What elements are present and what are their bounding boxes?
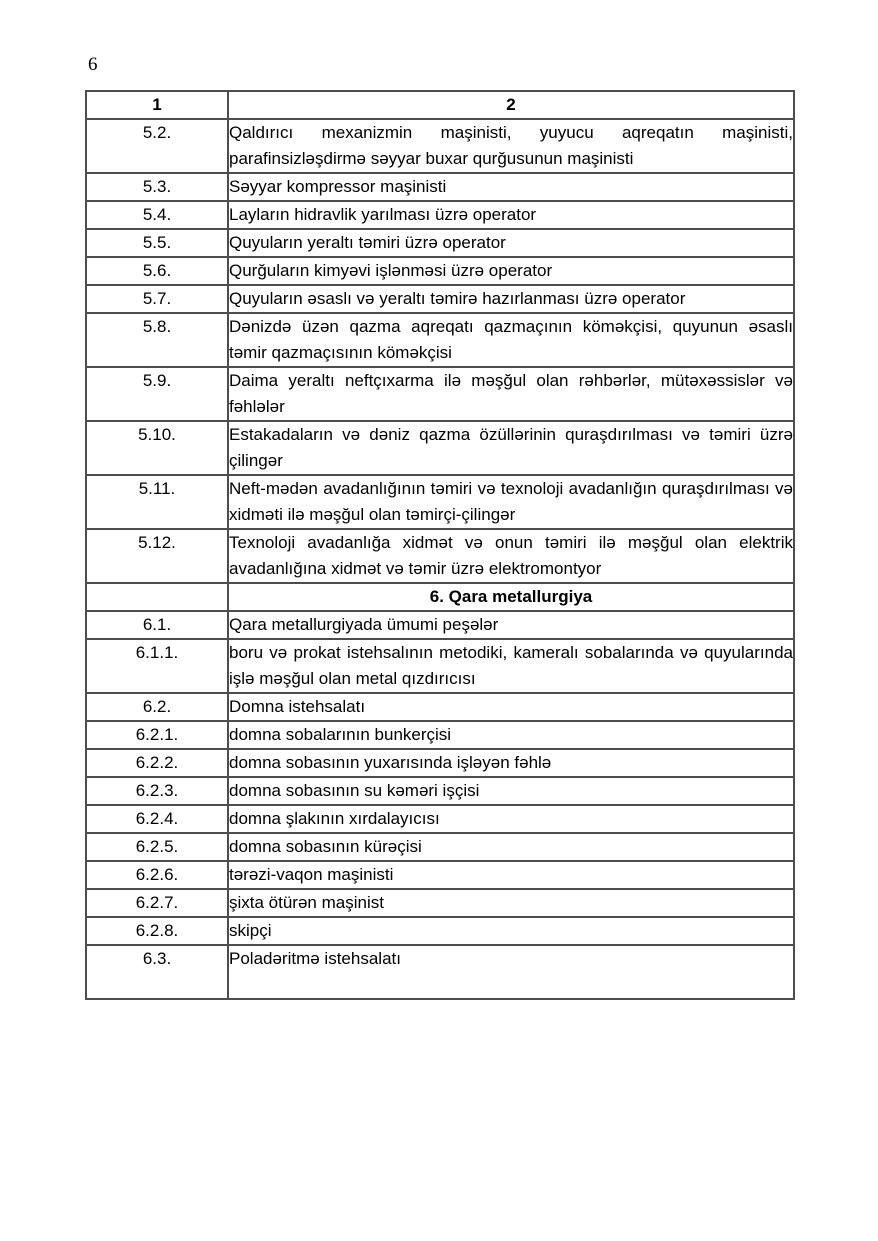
column-header-1: 1 — [86, 91, 228, 119]
table-row — [86, 201, 794, 229]
table-row — [86, 805, 794, 833]
row-number-cell: 5.12. — [86, 529, 228, 583]
row-number-cell — [86, 583, 228, 611]
table-row — [86, 917, 794, 945]
row-text-cell: domna sobasının yuxarısında işləyən fəhlə — [228, 749, 794, 777]
row-number-cell: 5.7. — [86, 285, 228, 313]
table-body — [86, 119, 794, 999]
row-text-cell: Layların hidravlik yarılması üzrə operator — [228, 201, 794, 229]
row-text-cell: Poladəritmə istehsalatı — [228, 945, 794, 999]
row-text-cell: Quyuların yeraltı təmiri üzrə operator — [228, 229, 794, 257]
row-number-cell: 6.3. — [86, 945, 228, 999]
row-number-cell: 6.1. — [86, 611, 228, 639]
table-row — [86, 693, 794, 721]
row-number-cell: 5.5. — [86, 229, 228, 257]
row-number-cell: 5.2. — [86, 119, 228, 173]
table-row — [86, 611, 794, 639]
row-number-cell: 5.8. — [86, 313, 228, 367]
row-number-cell: 5.3. — [86, 173, 228, 201]
row-number-cell: 6.2.6. — [86, 861, 228, 889]
table-row — [86, 421, 794, 475]
section-row — [86, 583, 794, 611]
row-text-cell: Qara metallurgiyada ümumi peşələr — [228, 611, 794, 639]
row-text-cell: domna sobalarının bunkerçisi — [228, 721, 794, 749]
row-text-cell: Daima yeraltı neftçıxarma ilə məşğul olan rəhbərlər, mütəxəssislər və fəhlələr — [228, 367, 794, 421]
row-text-cell: skipçi — [228, 917, 794, 945]
row-number-cell: 6.2.4. — [86, 805, 228, 833]
table-header-row — [86, 91, 794, 119]
row-text-cell: Qurğuların kimyəvi işlənməsi üzrə operator — [228, 257, 794, 285]
professions-table — [85, 90, 795, 1000]
row-text-cell: Domna istehsalatı — [228, 693, 794, 721]
table-row — [86, 529, 794, 583]
row-number-cell: 6.2.7. — [86, 889, 228, 917]
table-row — [86, 639, 794, 693]
table-row — [86, 173, 794, 201]
table-row — [86, 285, 794, 313]
row-number-cell: 6.2.8. — [86, 917, 228, 945]
row-text-cell: Qaldırıcı mexanizmin maşinisti, yuyucu aqreqatın maşinisti, parafinsizləşdirmə səyyar buxar qurğusunun maşinisti — [228, 119, 794, 173]
row-text-cell: Quyuların əsaslı və yeraltı təmirə hazırlanması üzrə operator — [228, 285, 794, 313]
row-text-cell: şixta ötürən maşinist — [228, 889, 794, 917]
row-text-cell: Estakadaların və dəniz qazma özüllərinin quraşdırılması və təmiri üzrə çilingər — [228, 421, 794, 475]
row-text-cell: Dənizdə üzən qazma aqreqatı qazmaçının köməkçisi, quyunun əsaslı təmir qazmaçısının köməkçisi — [228, 313, 794, 367]
row-number-cell: 6.2.3. — [86, 777, 228, 805]
table-row — [86, 889, 794, 917]
row-number-cell: 5.6. — [86, 257, 228, 285]
row-text-cell: domna şlakının xırdalayıcısı — [228, 805, 794, 833]
row-number-cell: 5.4. — [86, 201, 228, 229]
table-row — [86, 257, 794, 285]
table-row — [86, 777, 794, 805]
table-row — [86, 229, 794, 257]
row-text-cell: 6. Qara metallurgiya — [228, 583, 794, 611]
row-number-cell: 5.9. — [86, 367, 228, 421]
table-row — [86, 367, 794, 421]
table-row — [86, 945, 794, 999]
row-number-cell: 6.1.1. — [86, 639, 228, 693]
row-number-cell: 6.2.1. — [86, 721, 228, 749]
table-row — [86, 475, 794, 529]
table-row — [86, 749, 794, 777]
row-text-cell: domna sobasının kürəçisi — [228, 833, 794, 861]
row-number-cell: 6.2. — [86, 693, 228, 721]
row-text-cell: Səyyar kompressor maşinisti — [228, 173, 794, 201]
table-header — [86, 91, 794, 119]
column-header-2: 2 — [228, 91, 794, 119]
row-text-cell: boru və prokat istehsalının metodiki, kameralı sobalarında və quyularında işlə məşğul olan metal qızdırıcısı — [228, 639, 794, 693]
table-row — [86, 313, 794, 367]
table-row — [86, 833, 794, 861]
row-text-cell: domna sobasının su kəməri işçisi — [228, 777, 794, 805]
row-text-cell: Texnoloji avadanlığa xidmət və onun təmiri ilə məşğul olan elektrik avadanlığına xidmət və təmir üzrə elektromontyor — [228, 529, 794, 583]
row-number-cell: 5.10. — [86, 421, 228, 475]
table-row — [86, 861, 794, 889]
table-row — [86, 721, 794, 749]
row-text-cell: Neft-mədən avadanlığının təmiri və texnoloji avadanlığın quraşdırılması və xidməti ilə məşğul olan təmirçi-çilingər — [228, 475, 794, 529]
table-row — [86, 119, 794, 173]
row-text-cell: tərəzi-vaqon maşinisti — [228, 861, 794, 889]
row-number-cell: 6.2.2. — [86, 749, 228, 777]
row-number-cell: 6.2.5. — [86, 833, 228, 861]
page-number: 6 — [88, 54, 98, 75]
row-number-cell: 5.11. — [86, 475, 228, 529]
